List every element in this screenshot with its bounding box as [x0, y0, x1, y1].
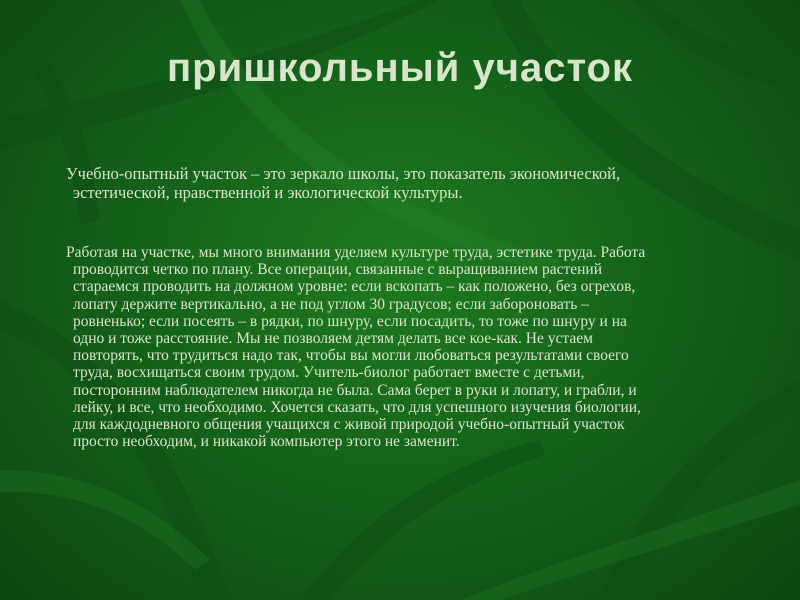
- paragraph-main-line: лейку, и все, что необходимо. Хочется сказать, что для успешного изучения биологии,: [73, 398, 641, 416]
- paragraph-main-line: стараемся проводить на должном уровне: если вскопать – как положено, без огрехов,: [73, 278, 636, 296]
- paragraph-main-line: повторять, что трудиться надо так, чтобы вы могли любоваться результатами своего: [73, 347, 629, 365]
- paragraph-main-line: просто необходим, и никакой компьютер этого не заменит.: [73, 433, 460, 451]
- paragraph-main-line: Работая на участке, мы много внимания уделяем культуре труда, эстетике труда. Работа: [66, 244, 646, 261]
- paragraph-main: [66, 244, 756, 450]
- paragraph-intro: [66, 164, 756, 202]
- paragraph-intro-line-2: эстетической, нравственной и экологической культуры.: [73, 183, 463, 202]
- paragraph-main-line: ровненько; если посеять – в рядки, по шнуру, если посадить, то тоже по шнуру и на: [73, 312, 627, 330]
- slide-title: пришкольный участок: [167, 46, 633, 90]
- paragraph-main-line: труда, восхищаться своим трудом. Учитель-биолог работает вместе с детьми,: [73, 364, 585, 382]
- paragraph-main-line: проводится четко по плану. Все операции, связанные с выращиванием растений: [73, 261, 603, 279]
- paragraph-intro-line-1: Учебно-опытный участок – это зеркало школы, это показатель экономической,: [66, 164, 621, 183]
- paragraph-main-line: одно и тоже расстояние. Мы не позволяем детям делать все кое-как. Не устаем: [73, 330, 593, 348]
- paragraph-main-line: лопату держите вертикально, а не под углом 30 градусов; если забороновать –: [73, 295, 589, 313]
- paragraph-main-line: посторонним наблюдателем никогда не была. Сама берет в руки и лопату, и грабли, и: [73, 381, 637, 399]
- paragraph-main-line: для каждодневного общения учащихся с живой природой учебно-опытный участок: [73, 416, 625, 434]
